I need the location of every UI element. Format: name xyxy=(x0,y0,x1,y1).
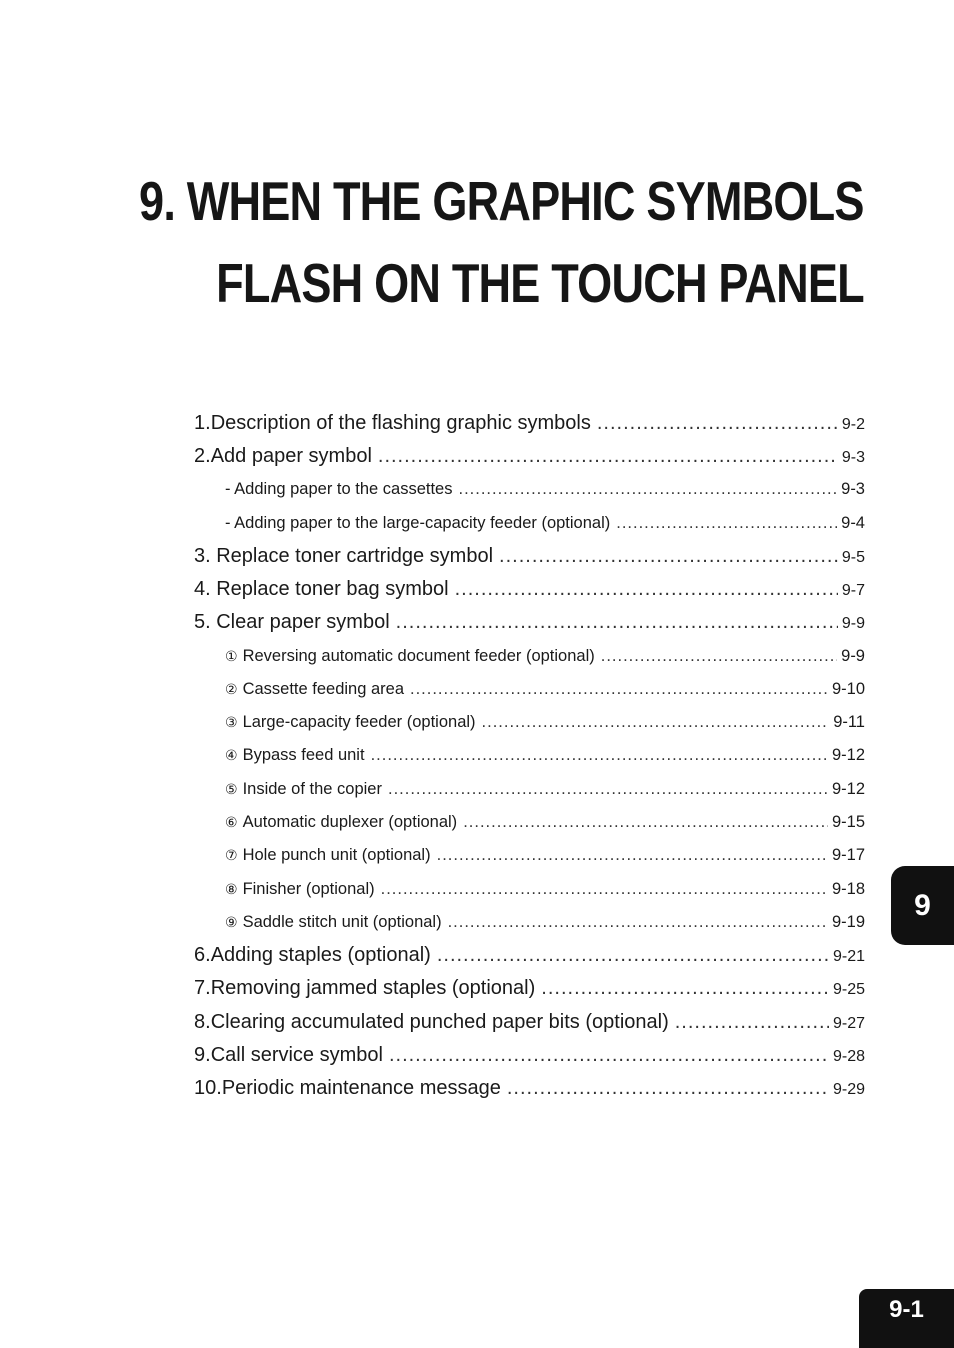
toc-entry-page: 9-27 xyxy=(832,1014,865,1032)
toc-entry-page: 9-2 xyxy=(841,416,865,433)
dot-leader xyxy=(482,706,830,739)
toc-entry-page: 9-3 xyxy=(841,449,865,467)
circled-number-marker: ⑤ xyxy=(225,781,238,798)
circled-number-marker: ⑦ xyxy=(225,848,238,865)
toc-entry-call-service-symbol[interactable] xyxy=(194,1039,865,1072)
dot-leader xyxy=(396,606,838,639)
circled-number-marker: ⑧ xyxy=(225,881,238,898)
chapter-title-line-1: 9. WHEN THE GRAPHIC SYMBOLS xyxy=(139,170,864,232)
toc-entry-label: 3. Replace toner cartridge symbol xyxy=(194,544,494,567)
toc-entry-label: Cassette feeding area xyxy=(242,679,405,698)
toc-entry-page: 9-12 xyxy=(831,779,865,798)
dot-leader xyxy=(463,806,828,839)
toc-entry-label: - Adding paper to the cassettes xyxy=(225,480,453,499)
toc-entry-number: 7. xyxy=(194,977,211,1000)
toc-entry-label: Periodic maintenance message xyxy=(221,1076,501,1099)
dot-leader xyxy=(437,839,828,872)
toc-entry-number: 1. xyxy=(194,412,211,434)
toc-entry-label: Removing jammed staples (optional) xyxy=(210,977,536,1000)
toc-entry-page: 9-9 xyxy=(841,615,865,633)
circled-number-marker: ⑥ xyxy=(225,815,238,832)
toc-entry-label: Description of the flashing graphic symbols xyxy=(210,412,591,434)
chapter-tab: 9 xyxy=(891,866,954,945)
toc-entry-label: Inside of the copier xyxy=(242,779,382,798)
dot-leader xyxy=(381,873,828,906)
toc-entry-label: Call service symbol xyxy=(210,1043,383,1066)
dot-leader xyxy=(616,507,837,540)
toc-entry-add-paper-symbol[interactable] xyxy=(194,440,865,473)
toc-entry-page: 9-4 xyxy=(841,513,865,532)
dot-leader xyxy=(458,473,837,506)
toc-entry-label: Bypass feed unit xyxy=(242,746,365,765)
toc-entry-page: 9-29 xyxy=(832,1080,865,1098)
toc-entry-number: 10. xyxy=(194,1076,222,1099)
toc-entry-number: 8. xyxy=(194,1010,211,1033)
toc-entry-removing-jammed-staples[interactable] xyxy=(194,972,865,1005)
dot-leader xyxy=(455,573,838,606)
page-number: 9-1 xyxy=(859,1289,954,1348)
toc-entry-label: 5. Clear paper symbol xyxy=(194,611,390,634)
dot-leader xyxy=(541,972,829,1005)
toc-subentry-bypass-feed-unit[interactable] xyxy=(194,739,865,772)
dot-leader xyxy=(507,1072,829,1105)
toc-entry-page: 9-15 xyxy=(831,813,865,832)
toc-entry-page: 9-9 xyxy=(841,646,865,665)
dot-leader xyxy=(410,673,828,706)
toc-entry-page: 9-5 xyxy=(841,548,865,566)
toc-entry-label: 4. Replace toner bag symbol xyxy=(194,578,449,601)
toc-entry-page: 9-12 xyxy=(831,746,865,765)
circled-number-marker: ⑨ xyxy=(225,914,238,931)
toc-subentry-hole-punch-unit[interactable] xyxy=(194,839,865,872)
toc-entry-label: Hole punch unit (optional) xyxy=(242,846,431,865)
toc-subentry-adding-paper-cassettes[interactable] xyxy=(194,473,865,506)
toc-entry-adding-staples[interactable] xyxy=(194,939,865,972)
toc-entry-label: Finisher (optional) xyxy=(242,879,375,898)
dot-leader xyxy=(378,440,838,473)
toc-entry-label: Clearing accumulated punched paper bits (optional) xyxy=(210,1010,669,1033)
toc-entry-page: 9-7 xyxy=(841,582,865,600)
toc-entry-page: 9-25 xyxy=(832,981,865,999)
toc-entry-periodic-maintenance-message[interactable] xyxy=(194,1072,865,1105)
dot-leader xyxy=(499,540,838,573)
dot-leader xyxy=(437,939,829,972)
dot-leader xyxy=(597,407,838,440)
toc-entry-label: Saddle stitch unit (optional) xyxy=(242,912,442,931)
table-of-contents xyxy=(194,407,865,1105)
toc-entry-label: Add paper symbol xyxy=(210,445,372,468)
toc-entry-description-of-flashing-symbols[interactable] xyxy=(194,407,865,440)
dot-leader xyxy=(388,773,828,806)
toc-entry-page: 9-28 xyxy=(832,1047,865,1065)
circled-number-marker: ① xyxy=(225,648,238,665)
dot-leader xyxy=(448,906,828,939)
circled-number-marker: ④ xyxy=(225,748,238,765)
circled-number-marker: ② xyxy=(225,681,238,698)
toc-entry-page: 9-10 xyxy=(831,679,865,698)
toc-entry-replace-toner-cartridge[interactable] xyxy=(194,540,865,573)
toc-subentry-automatic-duplexer[interactable] xyxy=(194,806,865,839)
toc-entry-label: Automatic duplexer (optional) xyxy=(242,813,458,832)
toc-entry-page: 9-11 xyxy=(833,713,865,732)
toc-entry-clear-paper-symbol[interactable] xyxy=(194,606,865,639)
circled-number-marker: ③ xyxy=(225,715,238,732)
dot-leader xyxy=(675,1006,829,1039)
toc-subentry-radf[interactable] xyxy=(194,640,865,673)
toc-subentry-adding-paper-lcf[interactable] xyxy=(194,507,865,540)
toc-entry-number: 2. xyxy=(194,445,211,468)
toc-subentry-inside-of-copier[interactable] xyxy=(194,773,865,806)
toc-subentry-large-capacity-feeder[interactable] xyxy=(194,706,865,739)
toc-entry-label: Adding staples (optional) xyxy=(210,944,431,967)
toc-subentry-finisher[interactable] xyxy=(194,873,865,906)
dot-leader xyxy=(389,1039,829,1072)
dot-leader xyxy=(601,640,837,673)
toc-entry-page: 9-19 xyxy=(831,912,865,931)
toc-entry-page: 9-18 xyxy=(831,879,865,898)
toc-entry-label: Large-capacity feeder (optional) xyxy=(242,713,476,732)
toc-entry-page: 9-3 xyxy=(841,480,865,499)
toc-entry-number: 6. xyxy=(194,944,211,967)
chapter-title-line-2: FLASH ON THE TOUCH PANEL xyxy=(216,252,864,314)
toc-entry-replace-toner-bag[interactable] xyxy=(194,573,865,606)
toc-entry-number: 9. xyxy=(194,1043,211,1066)
toc-entry-label: - Adding paper to the large-capacity feeder (optional) xyxy=(225,513,611,532)
toc-entry-clearing-punched-paper-bits[interactable] xyxy=(194,1006,865,1039)
toc-entry-label: Reversing automatic document feeder (optional) xyxy=(242,646,595,665)
toc-entry-page: 9-17 xyxy=(831,846,865,865)
toc-subentry-cassette-feeding-area[interactable] xyxy=(194,673,865,706)
dot-leader xyxy=(371,739,828,772)
toc-entry-page: 9-21 xyxy=(832,948,865,966)
toc-subentry-saddle-stitch-unit[interactable] xyxy=(194,906,865,939)
